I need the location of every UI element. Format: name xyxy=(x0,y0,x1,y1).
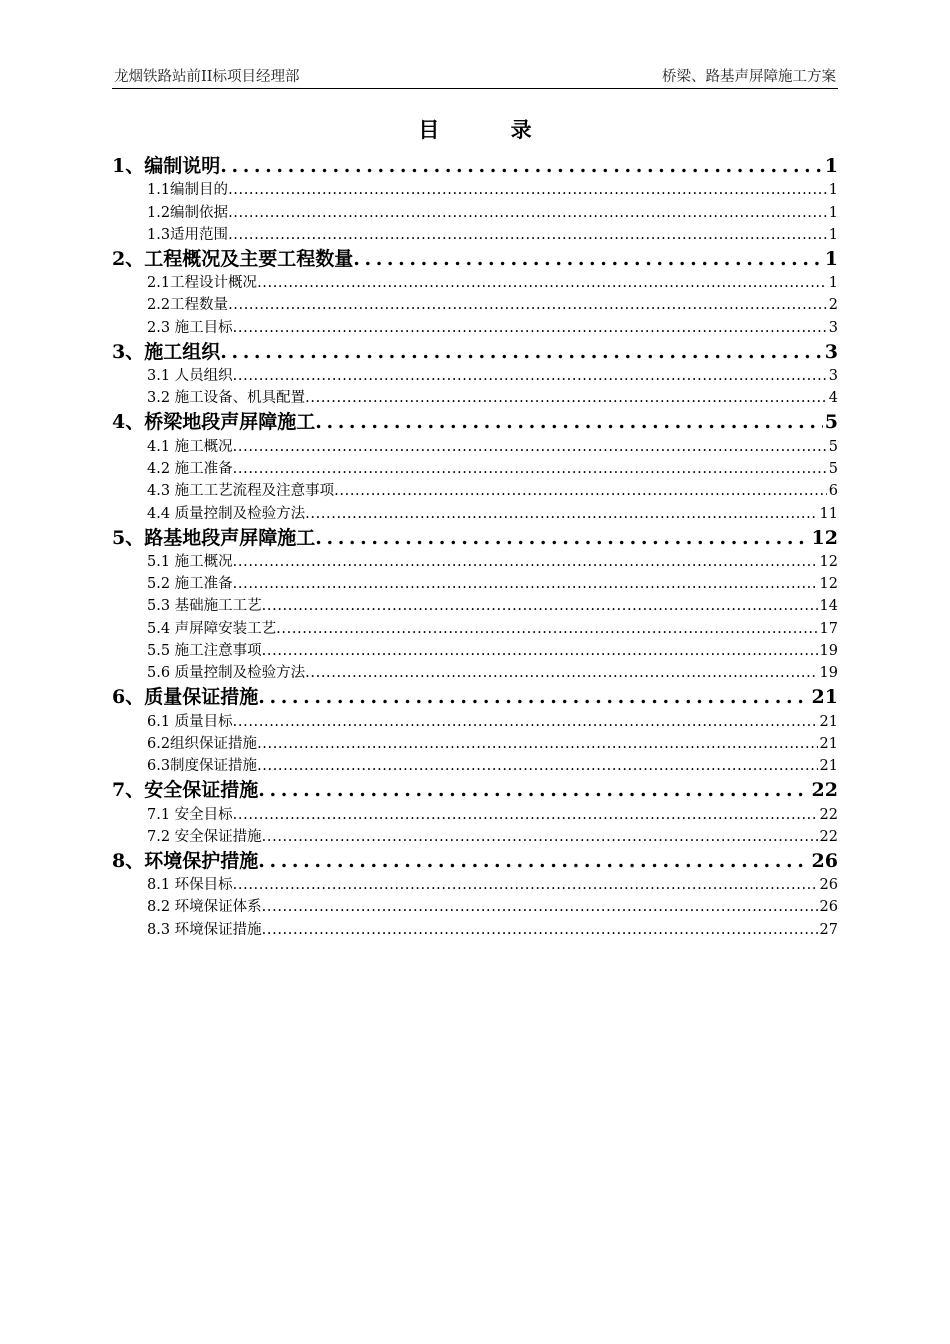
toc-section-entry[interactable] xyxy=(112,200,838,222)
table-of-contents xyxy=(112,152,838,940)
toc-section-entry[interactable] xyxy=(112,550,838,572)
toc-dot-leader xyxy=(228,295,827,315)
toc-dot-leader xyxy=(305,663,817,683)
toc-section-entry[interactable] xyxy=(112,479,838,501)
toc-entry-label: 5.4 声屏障安装工艺 xyxy=(147,620,277,637)
toc-entry-page-number: 1 xyxy=(828,226,838,243)
toc-entry-label: 3.2 施工设备、机具配置 xyxy=(147,390,306,407)
toc-dot-leader xyxy=(315,526,809,550)
toc-section-entry[interactable] xyxy=(112,501,838,523)
toc-dot-leader xyxy=(305,504,817,524)
toc-entry-page-number: 1 xyxy=(828,182,838,199)
page-header xyxy=(112,66,838,89)
toc-section-entry[interactable] xyxy=(112,594,838,616)
toc-section-entry[interactable] xyxy=(112,293,838,315)
toc-entry-page-number: 1 xyxy=(828,275,838,292)
toc-entry-page-number: 26 xyxy=(811,849,838,872)
toc-entry-label: 6.2组织保证措施 xyxy=(147,735,258,752)
toc-entry-page-number: 1 xyxy=(824,155,838,177)
toc-dot-leader xyxy=(305,388,827,408)
toc-entry-label: 3.1 人员组织 xyxy=(147,368,233,385)
toc-entry-label: 4、桥梁地段声屏障施工 xyxy=(112,411,316,434)
toc-dot-leader xyxy=(228,180,827,200)
toc-entry-label: 1.3适用范围 xyxy=(147,226,229,243)
toc-section-entry[interactable] xyxy=(112,873,838,895)
toc-section-entry[interactable] xyxy=(112,364,838,386)
toc-entry-page-number: 26 xyxy=(819,899,838,916)
toc-dot-leader xyxy=(233,712,818,732)
toc-entry-page-number: 5 xyxy=(828,438,838,455)
toc-entry-page-number: 6 xyxy=(828,483,838,500)
toc-entry-label: 8.2 环境保证体系 xyxy=(147,899,262,916)
toc-entry-page-number: 22 xyxy=(819,806,838,823)
toc-entry-label: 2.3 施工目标 xyxy=(147,319,233,336)
toc-dot-leader xyxy=(220,340,823,364)
toc-entry-label: 8、环境保护措施 xyxy=(112,849,259,872)
toc-entry-label: 5、路基地段声屏障施工 xyxy=(112,526,316,549)
toc-entry-label: 4.4 质量控制及检验方法 xyxy=(147,505,306,522)
toc-section-entry[interactable] xyxy=(112,732,838,754)
toc-dot-leader xyxy=(262,641,818,661)
toc-section-entry[interactable] xyxy=(112,802,838,824)
toc-chapter-entry[interactable] xyxy=(112,245,838,271)
toc-chapter-entry[interactable] xyxy=(112,847,838,873)
toc-entry-page-number: 27 xyxy=(819,921,838,938)
toc-dot-leader xyxy=(262,596,818,616)
toc-chapter-entry[interactable] xyxy=(112,152,838,178)
toc-dot-leader xyxy=(228,225,827,245)
toc-entry-page-number: 12 xyxy=(819,553,838,570)
toc-dot-leader xyxy=(233,574,818,594)
toc-dot-leader xyxy=(353,247,823,271)
toc-dot-leader xyxy=(258,778,809,802)
toc-entry-page-number: 3 xyxy=(824,340,838,363)
toc-entry-page-number: 22 xyxy=(819,828,838,845)
toc-entry-label: 8.1 环保目标 xyxy=(147,877,233,894)
toc-entry-page-number: 21 xyxy=(819,735,838,752)
toc-chapter-entry[interactable] xyxy=(112,524,838,550)
toc-dot-leader xyxy=(276,619,817,639)
toc-entry-page-number: 5 xyxy=(824,411,838,434)
header-right-text: 桥梁、路基声屏障施工方案 xyxy=(662,69,836,85)
toc-entry-page-number: 14 xyxy=(819,598,838,615)
toc-entry-label: 5.5 施工注意事项 xyxy=(147,643,262,660)
toc-dot-leader xyxy=(233,552,818,572)
toc-dot-leader xyxy=(334,481,827,501)
toc-dot-leader xyxy=(233,366,827,386)
toc-section-entry[interactable] xyxy=(112,315,838,337)
toc-dot-leader xyxy=(262,827,818,847)
toc-entry-page-number: 3 xyxy=(828,319,838,336)
toc-dot-leader xyxy=(315,410,823,434)
toc-entry-label: 4.2 施工准备 xyxy=(147,460,233,477)
toc-entry-label: 1、编制说明 xyxy=(112,155,221,177)
toc-entry-page-number: 12 xyxy=(819,576,838,593)
toc-dot-leader xyxy=(233,459,827,479)
toc-dot-leader xyxy=(257,273,827,293)
toc-dot-leader xyxy=(233,318,827,338)
toc-dot-leader xyxy=(233,437,827,457)
toc-entry-label: 6、质量保证措施 xyxy=(112,686,259,709)
toc-entry-page-number: 11 xyxy=(819,505,838,522)
toc-entry-label: 2、工程概况及主要工程数量 xyxy=(112,247,354,270)
toc-section-entry[interactable] xyxy=(112,754,838,776)
toc-section-entry[interactable] xyxy=(112,271,838,293)
toc-entry-label: 7.1 安全目标 xyxy=(147,806,233,823)
toc-entry-label: 1.1编制目的 xyxy=(147,182,229,199)
toc-dot-leader xyxy=(257,734,817,754)
toc-section-entry[interactable] xyxy=(112,661,838,683)
toc-dot-leader xyxy=(262,897,818,917)
toc-dot-leader xyxy=(233,875,818,895)
toc-dot-leader xyxy=(258,685,809,709)
toc-section-entry[interactable] xyxy=(112,386,838,408)
toc-entry-label: 5.3 基础施工工艺 xyxy=(147,598,262,615)
toc-section-entry[interactable] xyxy=(112,825,838,847)
toc-entry-page-number: 19 xyxy=(819,643,838,660)
toc-chapter-entry[interactable] xyxy=(112,776,838,802)
toc-entry-page-number: 2 xyxy=(828,297,838,314)
toc-section-entry[interactable] xyxy=(112,223,838,245)
toc-entry-label: 6.3制度保证措施 xyxy=(147,758,258,775)
toc-dot-leader xyxy=(257,756,817,776)
toc-dot-leader xyxy=(228,203,827,223)
toc-entry-label: 4.1 施工概况 xyxy=(147,438,233,455)
toc-chapter-entry[interactable] xyxy=(112,338,838,364)
toc-entry-label: 2.2工程数量 xyxy=(147,297,229,314)
toc-section-entry[interactable] xyxy=(112,572,838,594)
toc-entry-page-number: 3 xyxy=(828,368,838,385)
toc-section-entry[interactable] xyxy=(112,709,838,731)
toc-entry-label: 5.1 施工概况 xyxy=(147,553,233,570)
toc-entry-page-number: 26 xyxy=(819,877,838,894)
toc-dot-leader xyxy=(220,154,823,178)
toc-entry-label: 8.3 环境保证措施 xyxy=(147,921,262,938)
toc-chapter-entry[interactable] xyxy=(112,408,838,434)
toc-entry-label: 2.1工程设计概况 xyxy=(147,275,258,292)
toc-section-entry[interactable] xyxy=(112,639,838,661)
toc-section-entry[interactable] xyxy=(112,178,838,200)
toc-entry-label: 5.6 质量控制及检验方法 xyxy=(147,665,306,682)
toc-section-entry[interactable] xyxy=(112,917,838,939)
toc-title: 目 录 xyxy=(418,117,564,142)
toc-section-entry[interactable] xyxy=(112,457,838,479)
toc-chapter-entry[interactable] xyxy=(112,683,838,709)
toc-entry-label: 6.1 质量目标 xyxy=(147,713,233,730)
toc-dot-leader xyxy=(262,920,818,940)
toc-entry-label: 5.2 施工准备 xyxy=(147,576,233,593)
toc-entry-page-number: 5 xyxy=(828,460,838,477)
toc-entry-page-number: 1 xyxy=(824,247,838,270)
header-left-text: 龙烟铁路站前II标项目经理部 xyxy=(114,69,300,85)
toc-entry-label: 3、施工组织 xyxy=(112,340,221,363)
toc-dot-leader xyxy=(233,805,818,825)
toc-entry-label: 7.2 安全保证措施 xyxy=(147,828,262,845)
toc-entry-page-number: 1 xyxy=(828,204,838,221)
toc-entry-label: 7、安全保证措施 xyxy=(112,779,259,802)
toc-entry-label: 1.2编制依据 xyxy=(147,204,229,221)
toc-entry-page-number: 17 xyxy=(819,620,838,637)
toc-entry-page-number: 22 xyxy=(811,779,838,802)
toc-entry-label: 4.3 施工工艺流程及注意事项 xyxy=(147,483,335,500)
toc-section-entry[interactable] xyxy=(112,895,838,917)
toc-entry-page-number: 21 xyxy=(819,713,838,730)
toc-dot-leader xyxy=(258,849,809,873)
toc-entry-page-number: 19 xyxy=(819,665,838,682)
toc-entry-page-number: 21 xyxy=(811,686,838,709)
toc-entry-page-number: 4 xyxy=(828,390,838,407)
toc-entry-page-number: 21 xyxy=(819,758,838,775)
toc-entry-page-number: 12 xyxy=(811,526,838,549)
toc-section-entry[interactable] xyxy=(112,616,838,638)
toc-section-entry[interactable] xyxy=(112,434,838,456)
